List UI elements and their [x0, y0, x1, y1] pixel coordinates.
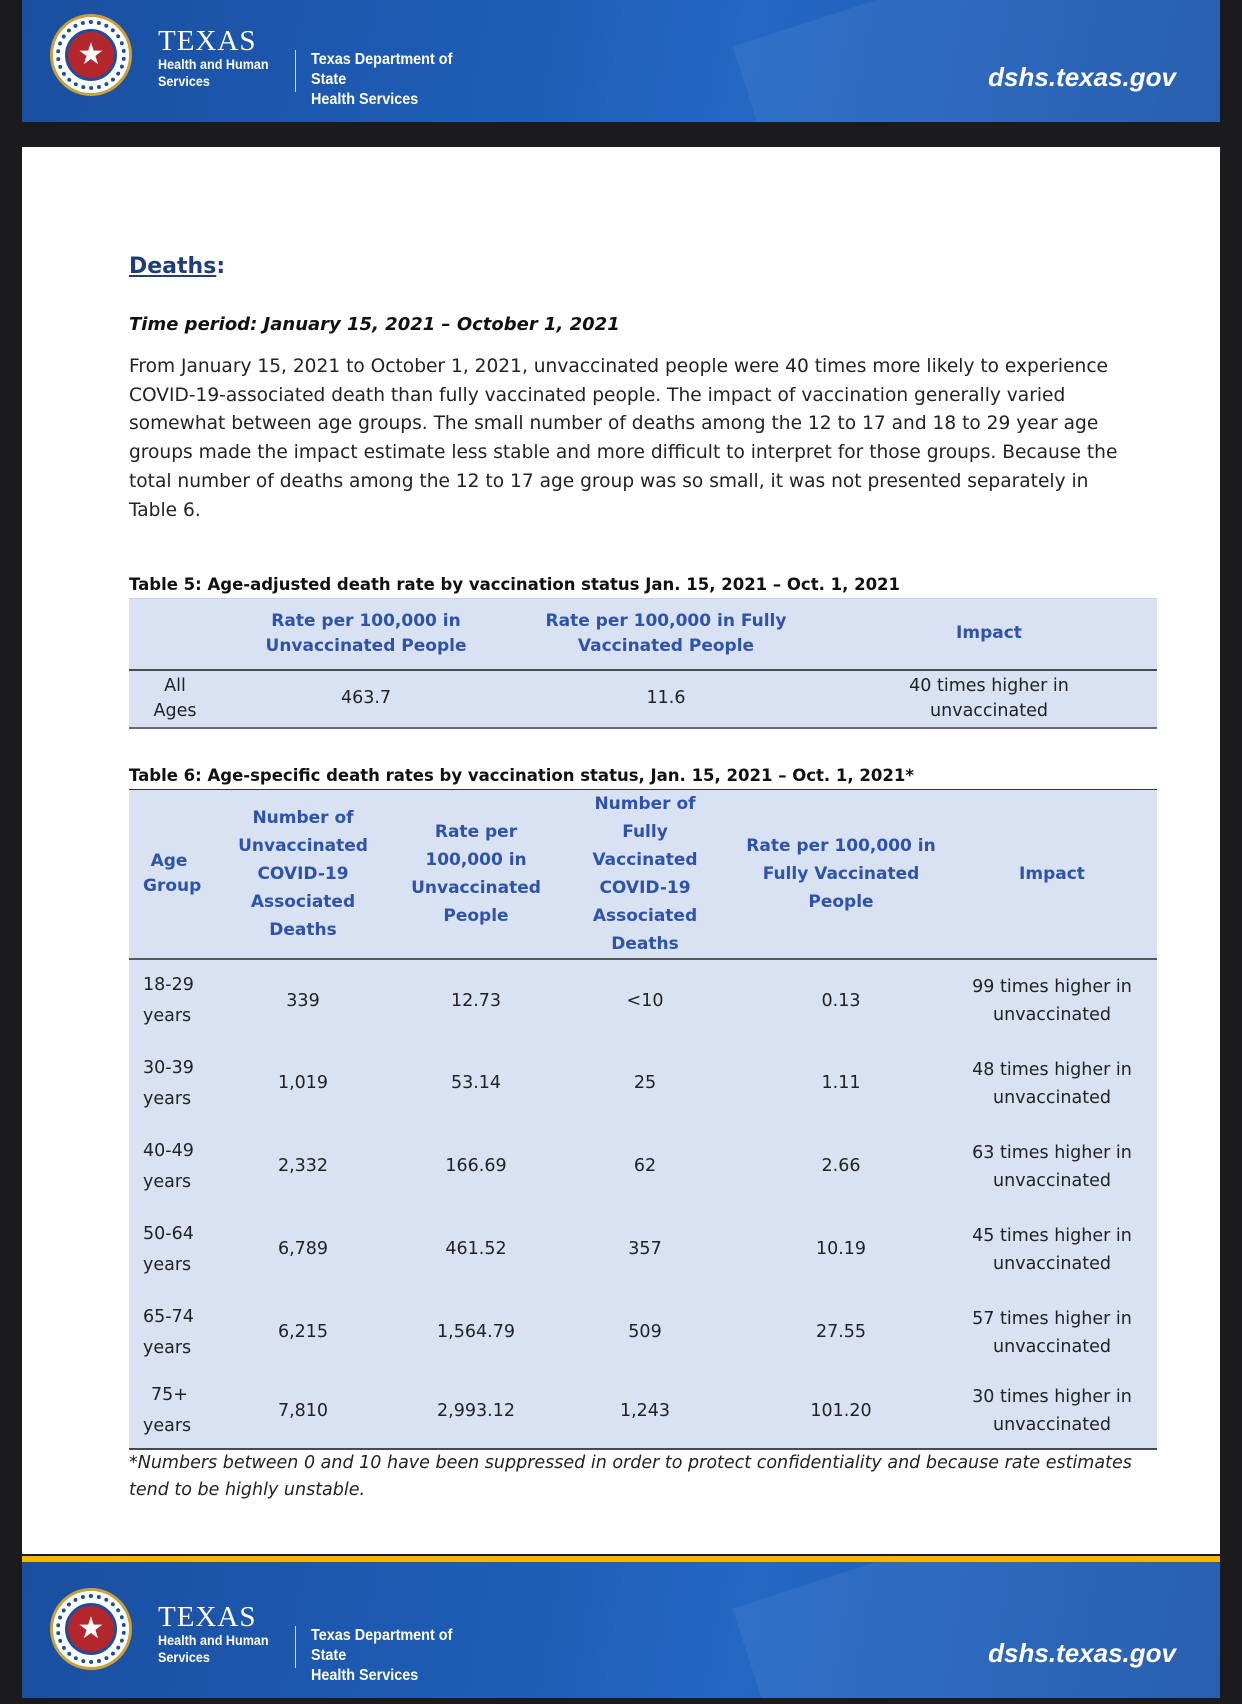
document-sheet	[22, 147, 1220, 1554]
table6-header-cell: Rate per 100,000 in Fully Vaccinated People	[746, 836, 936, 912]
vax-rate-cell: 2.66	[821, 1156, 861, 1176]
unvax-deaths-cell: 339	[286, 990, 320, 1011]
vax-rate-cell: 10.19	[815, 1239, 867, 1259]
vax-deaths-cell: 509	[628, 1322, 662, 1342]
header-banner	[22, 0, 1220, 122]
vax-deaths-cell: 357	[628, 1239, 662, 1259]
unvax-deaths-cell: 2,332	[277, 1156, 329, 1176]
age-group-cell: 75+ years	[143, 1385, 192, 1436]
table6-caption: Table 6: Age-specific death rates by vaccination status, Jan. 15, 2021 – Oct. 1, 2021*	[129, 766, 914, 785]
logo-texas-wordmark: TEXAS	[158, 1601, 257, 1633]
vax-rate-cell: 27.55	[815, 1322, 867, 1342]
vax-rate-cell: 0.13	[821, 990, 861, 1011]
unvax-rate-cell: 2,993.12	[437, 1400, 515, 1421]
age-group-cell: 18-29 years	[143, 975, 194, 1026]
texas-seal-icon: ★	[50, 14, 132, 96]
logo-dshs-text: Texas Department of State Health Services	[311, 51, 453, 108]
table-row	[129, 1374, 1157, 1449]
vax-deaths-cell: 1,243	[619, 1400, 671, 1421]
impact-cell: 99 times higher in unvaccinated	[972, 977, 1132, 1025]
table6-header-cell: Impact	[1019, 863, 1085, 884]
table5-unvax-rate: 463.7	[340, 688, 392, 708]
table5-header-cell: Rate per 100,000 in Fully Vaccinated People	[545, 610, 787, 656]
impact-cell: 63 times higher in unvaccinated	[972, 1142, 1132, 1191]
table5-impact: 40 times higher in unvaccinated	[909, 675, 1069, 721]
unvax-rate-cell: 1,564.79	[437, 1322, 515, 1342]
time-period: Time period: January 15, 2021 – October 1, 2021	[129, 314, 620, 335]
logo-texas-wordmark: TEXAS	[158, 25, 257, 57]
unvax-deaths-cell: 7,810	[277, 1400, 329, 1421]
table5-header-cell: Impact	[956, 623, 1022, 644]
table-row	[129, 1291, 1157, 1374]
logo-divider	[295, 1626, 296, 1668]
vax-deaths-cell: <10	[626, 990, 664, 1011]
logo-divider	[295, 50, 296, 92]
texas-seal-icon: ★	[50, 1588, 132, 1670]
table-row	[129, 1125, 1157, 1208]
table5-vax-rate: 11.6	[646, 688, 686, 708]
table5-caption: Table 5: Age-adjusted death rate by vaccination status Jan. 15, 2021 – Oct. 1, 2021	[129, 575, 901, 594]
age-group-cell: 65-74 years	[143, 1306, 194, 1358]
table5-header-cell: Rate per 100,000 in Unvaccinated People	[265, 610, 467, 656]
unvax-deaths-cell: 1,019	[277, 1073, 329, 1093]
table-row	[129, 1208, 1157, 1291]
unvax-rate-cell: 12.73	[450, 990, 502, 1011]
table6-header-row	[129, 790, 1157, 960]
impact-cell: 57 times higher in unvaccinated	[972, 1308, 1132, 1357]
table6	[129, 789, 1157, 1450]
logo-hhs-text: Health and Human Services	[158, 1632, 269, 1665]
table6-header-cell: Rate per 100,000 in Unvaccinated People	[411, 822, 541, 926]
table5	[129, 598, 1157, 729]
age-group-cell: 40-49 years	[143, 1140, 194, 1192]
table5-header-row	[129, 599, 1157, 670]
impact-cell: 30 times higher in unvaccinated	[972, 1387, 1132, 1435]
table6-footnote: *Numbers between 0 and 10 have been suppressed in order to protect confidentiality and because rate estimates tend to be highly unstable.	[129, 1453, 1132, 1500]
table-row	[129, 670, 1157, 728]
site-url: dshs.texas.gov	[988, 1638, 1176, 1668]
logo-hhs-text: Health and Human Services	[158, 56, 269, 89]
impact-cell: 48 times higher in unvaccinated	[972, 1059, 1132, 1108]
age-group-cell: 30-39 years	[143, 1057, 194, 1109]
section-title: Deaths:	[129, 254, 226, 279]
unvax-deaths-cell: 6,215	[277, 1322, 329, 1342]
table6-header-cell: Number of Fully Vaccinated COVID-19 Associated Deaths	[592, 794, 698, 954]
table5-header-cell	[129, 599, 221, 670]
table-row	[129, 959, 1157, 1042]
vax-rate-cell: 1.11	[821, 1073, 861, 1093]
unvax-rate-cell: 53.14	[450, 1073, 502, 1093]
intro-paragraph: From January 15, 2021 to October 1, 2021, unvaccinated people were 40 times more likely to experience COVID-19-associated death than fully vaccinated people. The impact of vaccination generally varied somewhat between age groups. The small number of deaths among the 12 to 17 and 18 to 29 year age groups made the impact estimate less stable and more difficult to interpret for those groups. Because the total number of deaths among the 12 to 17 age group was so small, it was not presented separately in Table 6.	[129, 356, 1118, 521]
age-group-cell: 50-64 years	[143, 1223, 194, 1275]
vax-deaths-cell: 62	[633, 1156, 657, 1176]
vax-deaths-cell: 25	[633, 1073, 657, 1093]
logo-dshs-text: Texas Department of State Health Services	[311, 1627, 453, 1684]
table6-header-cell: Number of Unvaccinated COVID-19 Associated Deaths	[238, 808, 368, 940]
unvax-deaths-cell: 6,789	[277, 1239, 329, 1259]
unvax-rate-cell: 166.69	[445, 1156, 507, 1176]
unvax-rate-cell: 461.52	[445, 1239, 507, 1259]
impact-cell: 45 times higher in unvaccinated	[972, 1225, 1132, 1274]
table6-header-cell: Age Group	[143, 851, 202, 896]
table-row	[129, 1042, 1157, 1125]
site-url: dshs.texas.gov	[988, 62, 1176, 92]
footer-banner	[22, 1556, 1220, 1698]
table5-group-cell: All Ages	[153, 675, 197, 721]
vax-rate-cell: 101.20	[810, 1400, 872, 1421]
